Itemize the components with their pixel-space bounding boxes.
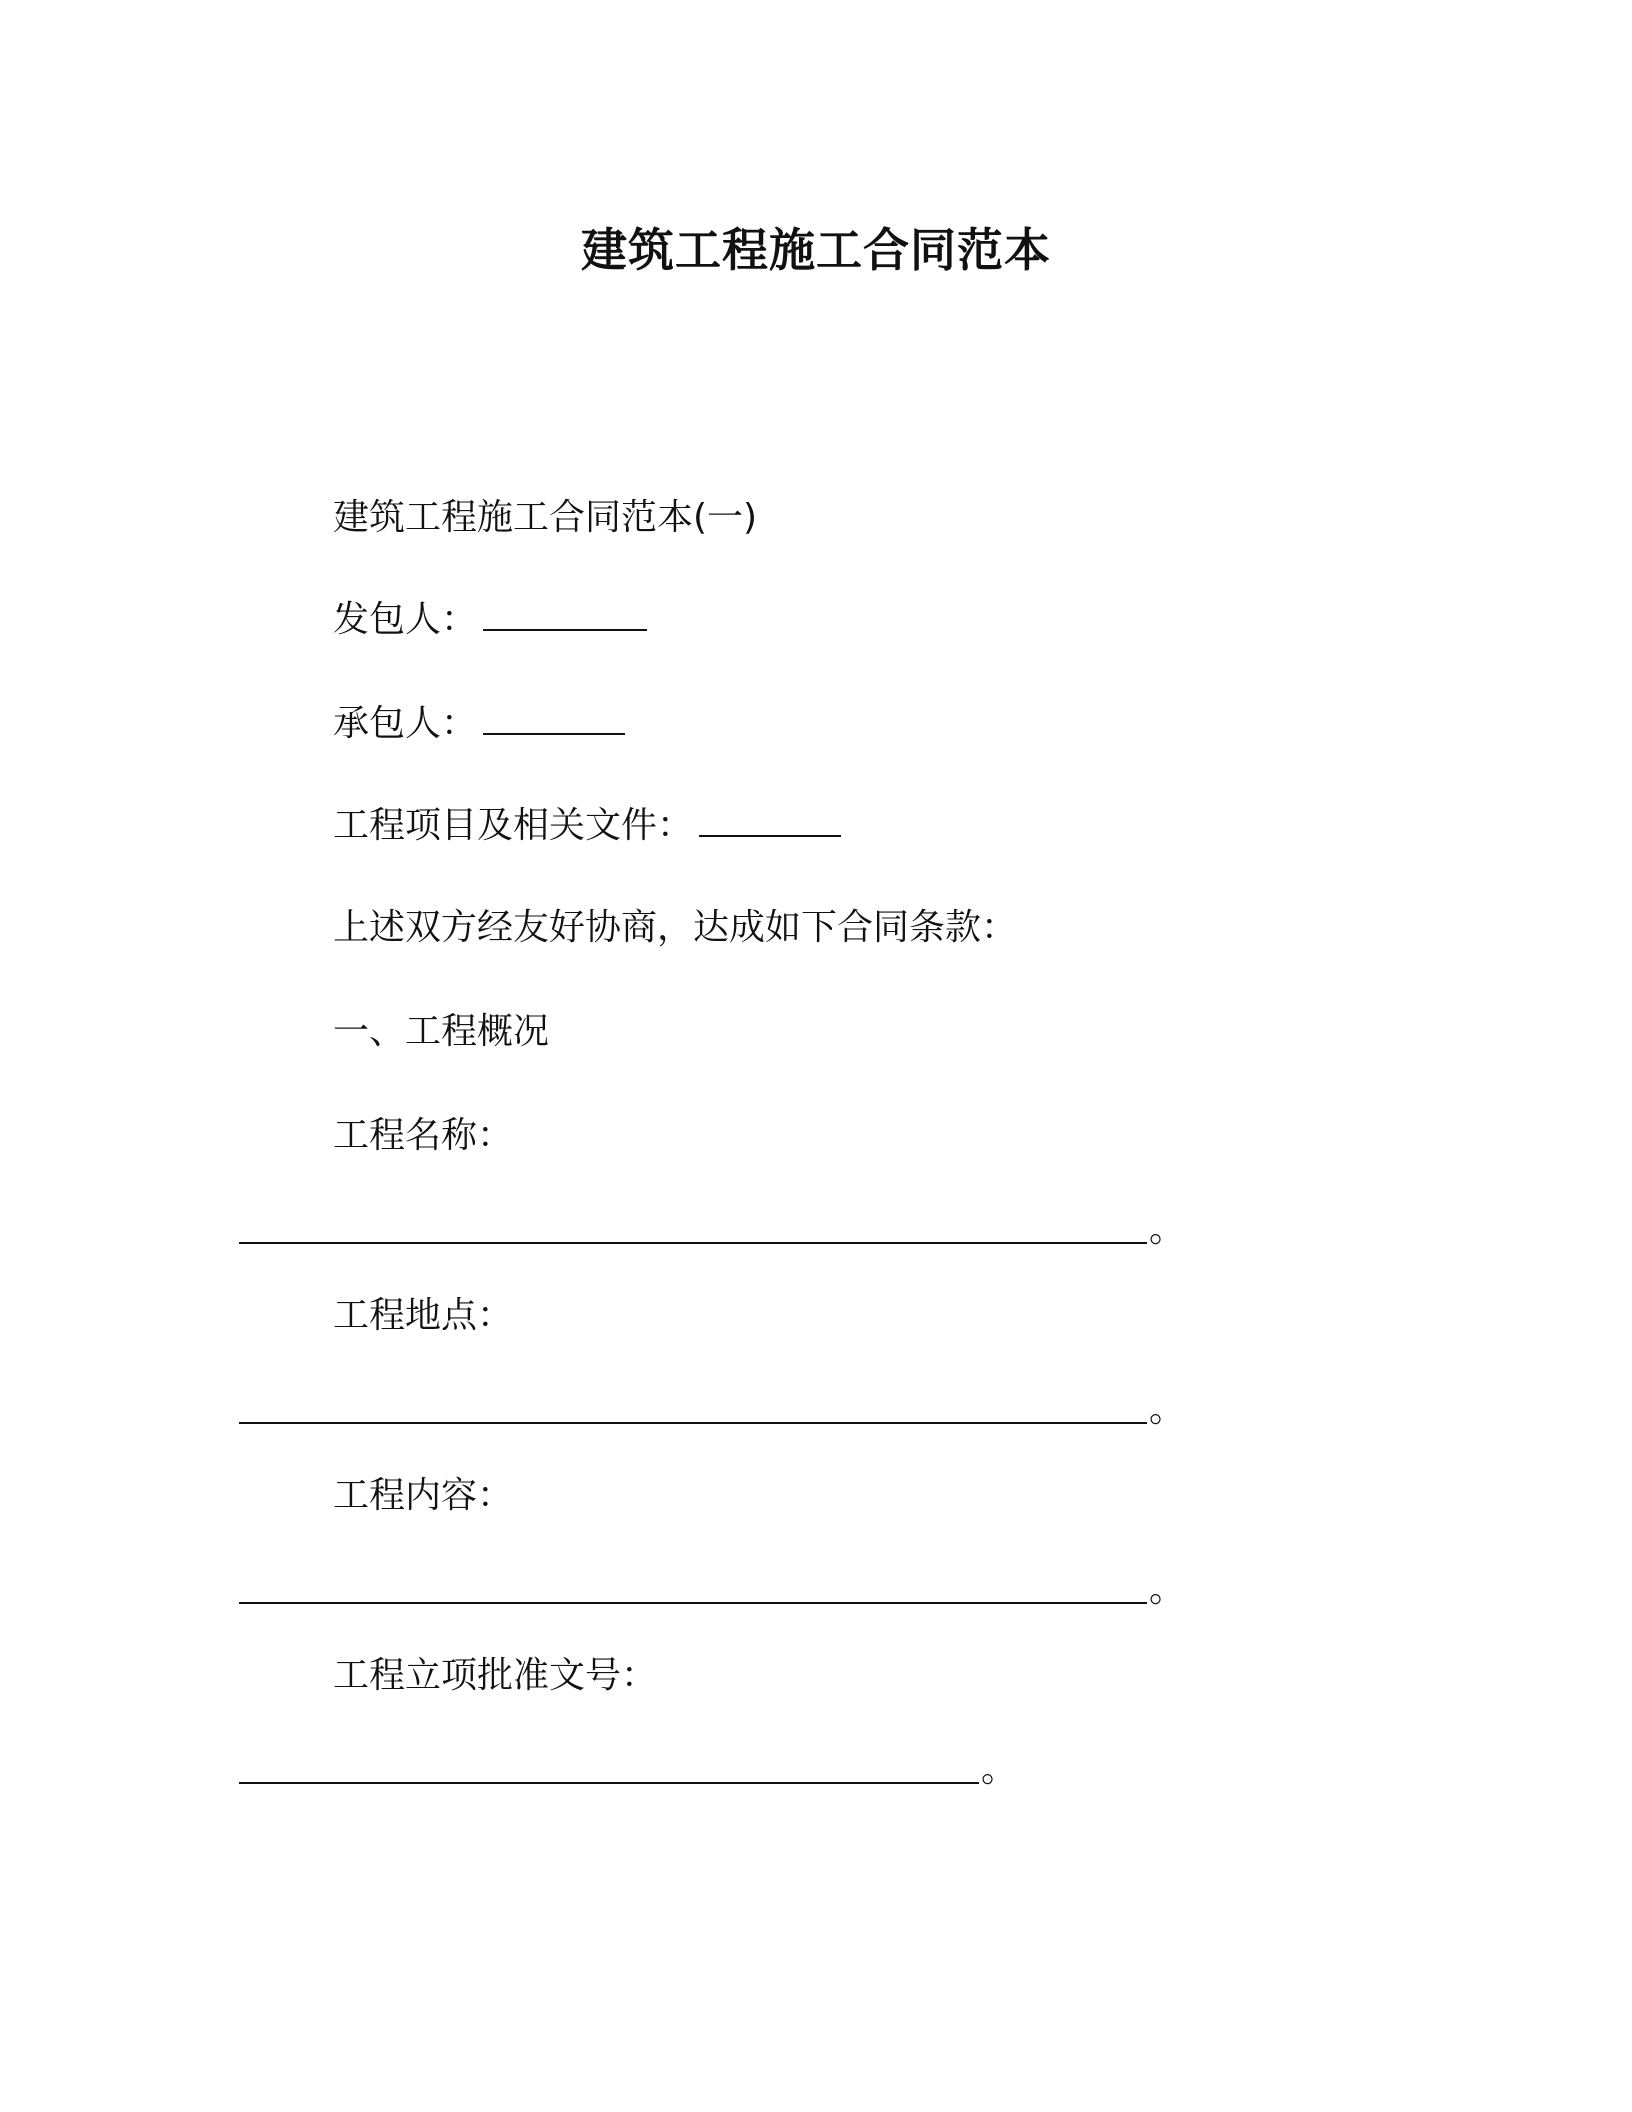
document-title: 建筑工程施工合同范本 — [581, 223, 1051, 277]
party-a-label: 发包人： — [333, 599, 478, 640]
project-content-label: 工程内容： — [333, 1475, 514, 1516]
project-location-end-mark: 。 — [1149, 1389, 1186, 1430]
project-content-rule — [239, 1602, 1147, 1604]
project-content-blank — [239, 1568, 1185, 1612]
project-files-label: 工程项目及相关文件： — [333, 805, 694, 846]
subtitle: 建筑工程施工合同范本(一) — [333, 497, 758, 538]
project-location-label: 工程地点： — [333, 1295, 514, 1336]
section-1-heading: 一、工程概况 — [333, 1011, 550, 1052]
party-a-blank — [483, 599, 647, 631]
approval-number-blank — [239, 1748, 1017, 1792]
project-files-blank — [699, 805, 841, 837]
party-b-blank — [483, 703, 625, 735]
party-b-label: 承包人： — [333, 703, 478, 744]
project-name-rule — [239, 1242, 1147, 1244]
project-files-line — [333, 804, 841, 848]
project-name-end-mark: 。 — [1149, 1209, 1186, 1250]
preamble: 上述双方经友好协商，达成如下合同条款： — [333, 907, 1018, 948]
project-name-label: 工程名称： — [333, 1115, 514, 1156]
approval-number-label: 工程立项批准文号： — [333, 1655, 658, 1696]
project-content-end-mark: 。 — [1149, 1569, 1186, 1610]
project-location-blank — [239, 1388, 1185, 1432]
project-location-rule — [239, 1422, 1147, 1424]
project-name-blank — [239, 1208, 1185, 1252]
approval-number-rule — [239, 1782, 979, 1784]
party-b-line — [333, 702, 625, 746]
approval-number-end-mark: 。 — [981, 1749, 1018, 1790]
party-a-line — [333, 598, 647, 642]
